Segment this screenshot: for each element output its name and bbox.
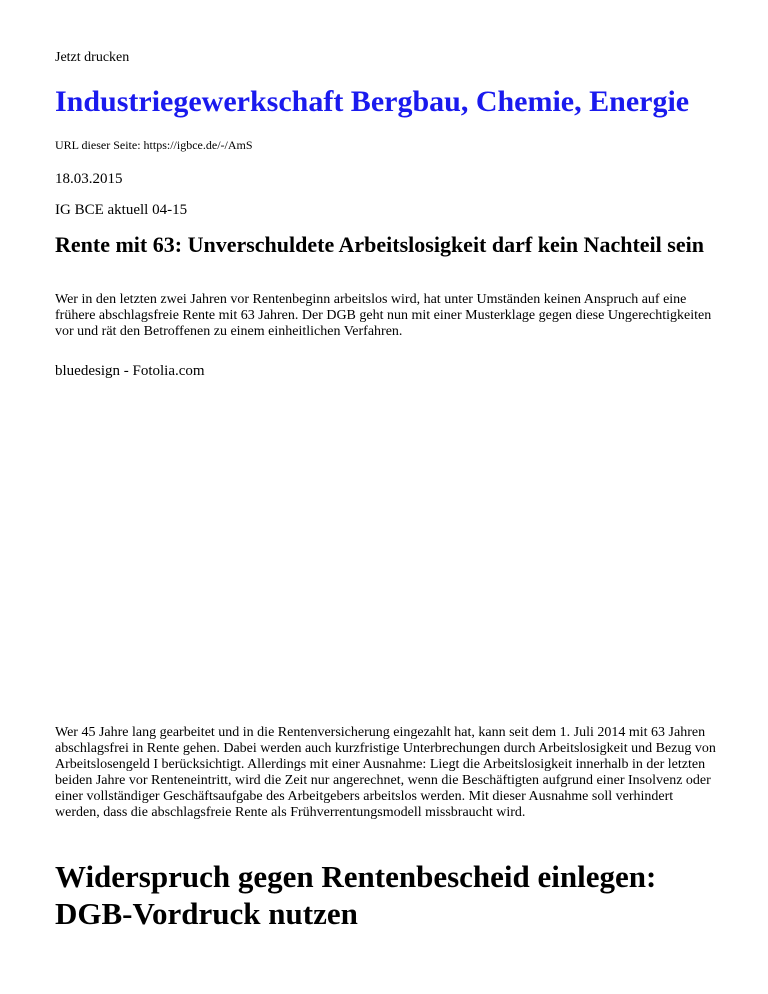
article-lead: Wer in den letzten zwei Jahren vor Rentenbeginn arbeitslos wird, hat unter Umständen keinen Anspruch auf eine frühere abschlagsfreie Rente mit 63 Jahren. Der DGB geht nun mit einer Musterklage gegen diese Ungerechtigkeiten vor und rät den Betroffenen zu einem einheitlichen Verfahren.: [55, 292, 712, 339]
image-credit: bluedesign - Fotolia.com: [55, 363, 205, 379]
section-title: Widerspruch gegen Rentenbescheid einlegen: DGB-Vordruck nutzen: [55, 859, 657, 931]
article-issue: IG BCE aktuell 04-15: [55, 202, 188, 218]
print-link[interactable]: Jetzt drucken: [55, 50, 130, 65]
article-body: Wer 45 Jahre lang gearbeitet und in die Rentenversicherung eingezahlt hat, kann seit dem 1. Juli 2014 mit 63 Jahren abschlagsfrei in Rente gehen. Dabei werden auch kurzfristige Unterbrechungen durch Arbeitslosigkeit und Bezug von Arbeitslosengeld I berücksichtigt. Allerdings mit einer Ausnahme: Liegt die Arbeitslosigkeit innerhalb in der letzten beiden Jahre vor Renteneintritt, wird die Zeit nur angerechnet, wenn die Beschäftigten aufgrund einer Insolvenz oder einer vollständiger Geschäftsaufgabe des Arbeitgebers arbeitslos werden. Mit dieser Ausnahme soll verhindert werden, dass die abschlagsfreie Rente als Frühverrentungsmodell missbraucht wird.: [55, 725, 716, 820]
article-title: Rente mit 63: Unverschuldete Arbeitslosigkeit darf kein Nachteil sein: [55, 232, 704, 257]
article-date: 18.03.2015: [55, 171, 123, 187]
site-title: Industriegewerkschaft Bergbau, Chemie, Energie: [55, 85, 690, 118]
page-url: URL dieser Seite: https://igbce.de/-/AmS: [55, 138, 253, 152]
